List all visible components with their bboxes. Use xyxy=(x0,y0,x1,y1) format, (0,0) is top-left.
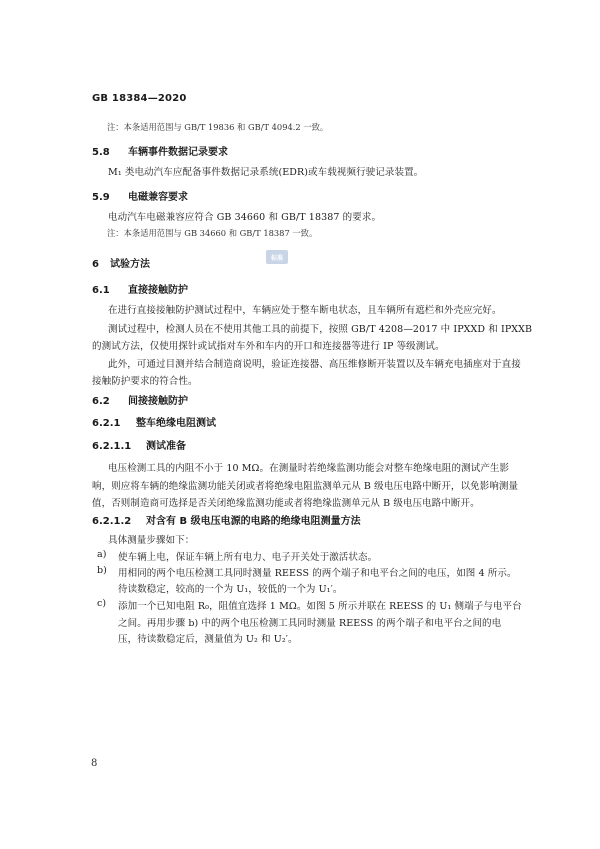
paragraph: M₁ 类电动汽车应配备事件数据记录系统(EDR)或车载视频行驶记录装置。 xyxy=(108,167,424,178)
section-number: 6.2.1 xyxy=(92,418,121,429)
paragraph-line: 测试过程中，检测人员在不使用其他工具的前提下，按照 GB/T 4208—2017 中 IPXXD 和 IPXXB xyxy=(108,324,533,335)
section-number: 5.9 xyxy=(92,192,110,203)
paragraph-line: 此外，可通过目测并结合制造商说明，验证连接器、高压维修断开装置以及车辆充电插座对于直接 xyxy=(108,359,521,370)
section-6-2-1-2-heading xyxy=(92,512,361,527)
step-line: 压，待读数稳定后，测量值为 U₂ 和 U₂′。 xyxy=(118,634,298,645)
section-title: 对含有 B 级电压电源的电路的绝缘电阻测量方法 xyxy=(146,516,361,527)
step-line: 用相同的两个电压检测工具同时测量 REESS 的两个端子和电平台之间的电压，如图 4 所示。 xyxy=(118,568,517,579)
section-6-2-1-1-heading xyxy=(92,437,186,452)
section-5-8-heading xyxy=(92,143,228,158)
step-label: b) xyxy=(97,565,107,576)
step-label: c) xyxy=(97,598,107,609)
note-scope-5-9: 注：本条适用范围与 GB 34660 和 GB/T 18387 一致。 xyxy=(107,228,318,238)
section-6-2-heading xyxy=(92,392,188,407)
note-scope-5-7: 注：本条适用范围与 GB/T 19836 和 GB/T 4094.2 一致。 xyxy=(107,122,329,132)
step-label: a) xyxy=(97,549,107,560)
section-5-9-heading xyxy=(92,188,188,203)
section-6-2-1-heading xyxy=(92,414,216,429)
standard-code-header: GB 18384—2020 xyxy=(92,93,187,104)
paragraph-line: 值，否则制造商可选择是否关闭绝缘监测功能或者将绝缘监测单元从 B 级电压电路中断开。 xyxy=(92,498,480,509)
paragraph: 电动汽车电磁兼容应符合 GB 34660 和 GB/T 18387 的要求。 xyxy=(108,212,382,223)
section-number: 6.1 xyxy=(92,285,110,296)
paragraph-line: 响，则应将车辆的绝缘监测功能关闭或者将绝缘电阻监测单元从 B 级电压电路中断开，以免影响测量 xyxy=(92,481,519,492)
paragraph-line: 的测试方法，仅使用探针或试指对车外和车内的开口和连接器等进行 IP 等级测试。 xyxy=(92,341,445,352)
page-number: 8 xyxy=(91,758,98,769)
section-title: 间接接触防护 xyxy=(128,396,188,407)
step-line: 添加一个已知电阻 R₀，阻值宜选择 1 MΩ。如图 5 所示并联在 REESS 的 U₁ 侧端子与电平台 xyxy=(118,601,522,612)
section-title: 电磁兼容要求 xyxy=(128,192,188,203)
section-number: 6 xyxy=(92,259,99,270)
section-number: 6.2.1.2 xyxy=(92,516,132,527)
section-title: 测试准备 xyxy=(146,441,186,452)
section-title: 整车绝缘电阻测试 xyxy=(136,418,216,429)
step-line: 之间。再用步骤 b) 中的两个电压检测工具同时测量 REESS 的两个端子和电平台之间的电 xyxy=(118,618,502,629)
step-line: 待读数稳定，较高的一个为 U₁，较低的一个为 U₁′。 xyxy=(118,584,343,595)
section-title: 车辆事件数据记录要求 xyxy=(128,147,228,158)
watermark-logo-icon: 标准 xyxy=(266,250,288,264)
paragraph-line: 接触防护要求的符合性。 xyxy=(92,376,198,387)
paragraph-line: 电压检测工具的内阻不小于 10 MΩ。在测量时若绝缘监测功能会对整车绝缘电阻的测试产生影 xyxy=(108,463,510,474)
section-number: 6.2.1.1 xyxy=(92,441,132,452)
section-6-heading xyxy=(92,255,150,270)
section-number: 6.2 xyxy=(92,396,110,407)
paragraph-line: 在进行直接接触防护测试过程中，车辆应处于整车断电状态，且车辆所有遮栏和外壳应完好。 xyxy=(108,305,502,316)
step-line: 使车辆上电，保证车辆上所有电力、电子开关处于激活状态。 xyxy=(118,552,378,563)
section-title: 直接接触防护 xyxy=(128,285,188,296)
section-title: 试验方法 xyxy=(110,259,150,270)
section-6-1-heading xyxy=(92,281,188,296)
section-number: 5.8 xyxy=(92,147,110,158)
steps-intro: 具体测量步骤如下： xyxy=(108,535,195,546)
